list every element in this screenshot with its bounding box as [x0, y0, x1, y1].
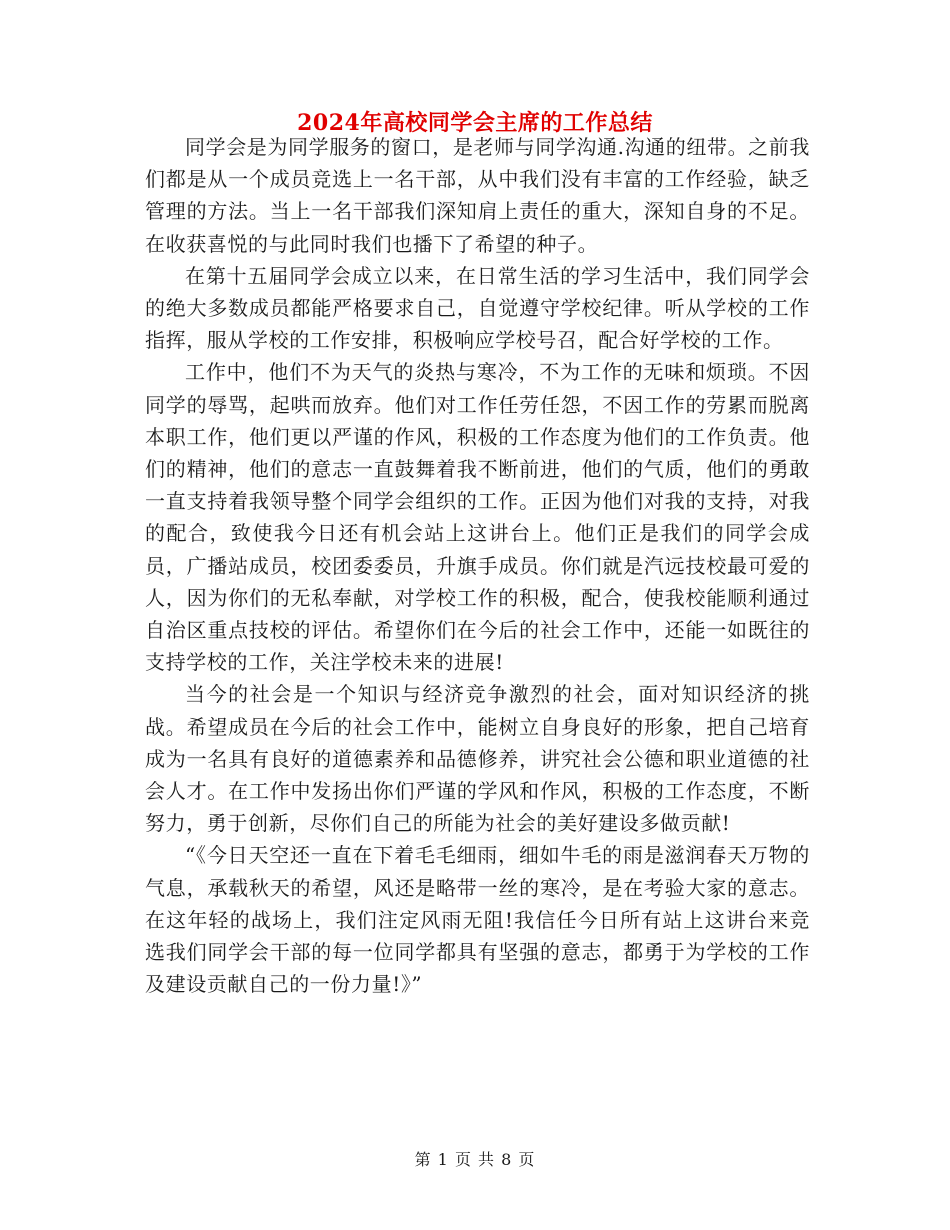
- paragraph: 同学会是为同学服务的窗口，是老师与同学沟通.沟通的纽带。之前我们都是从一个成员竞选上一名干部，从中我们没有丰富的工作经验，缺乏管理的方法。当上一名干部我们深知肩上责任的重大，深知自身的不足。在收获喜悦的与此同时我们也播下了希望的种子。: [145, 135, 810, 256]
- paragraph: “《今日天空还一直在下着毛毛细雨，细如牛毛的雨是滋润春天万物的气息，承载秋天的希望，风还是略带一丝的寒冷，是在考验大家的意志。在这年轻的战场上，我们注定风雨无阻!我信任今日所有站上这讲台来竞选我们同学会干部的每一位同学都具有坚强的意志，都勇于为学校的工作及建设贡献自己的一份力量!》”: [145, 843, 810, 997]
- document-title: 2024年高校同学会主席的工作总结: [297, 110, 653, 136]
- paragraph: 当今的社会是一个知识与经济竞争激烈的社会，面对知识经济的挑战。希望成员在今后的社会工作中，能树立自身良好的形象，把自己培育成为一名具有良好的道德素养和品德修养，讲究社会公德和职业道德的社会人才。在工作中发扬出你们严谨的学风和作风，积极的工作态度，不断努力，勇于创新，尽你们自己的所能为社会的美好建设多做贡献!: [145, 682, 810, 836]
- page-number-footer: 第 1 页 共 8 页: [414, 1150, 536, 1169]
- document-body: [145, 131, 810, 1000]
- paragraph: 工作中，他们不为天气的炎热与寒冷，不为工作的无味和烦琐。不因同学的辱骂，起哄而放弃。他们对工作任劳任怨，不因工作的劳累而脱离本职工作，他们更以严谨的作风，积极的工作态度为他们的工作负责。他们的精神，他们的意志一直鼓舞着我不断前进，他们的气质，他们的勇敢一直支持着我领导整个同学会组织的工作。正因为他们对我的支持，对我的配合，致使我今日还有机会站上这讲台上。他们正是我们的同学会成员，广播站成员，校团委委员，升旗手成员。你们就是汽远技校最可爱的人，因为你们的无私奉献，对学校工作的积极，配合，使我校能顺利通过自治区重点技校的评估。希望你们在今后的社会工作中，还能一如既往的支持学校的工作，关注学校未来的进展!: [145, 360, 810, 675]
- paragraph: 在第十五届同学会成立以来，在日常生活的学习生活中，我们同学会的绝大多数成员都能严格要求自己，自觉遵守学校纪律。听从学校的工作指挥，服从学校的工作安排，积极响应学校号召，配合好学校的工作。: [145, 263, 810, 353]
